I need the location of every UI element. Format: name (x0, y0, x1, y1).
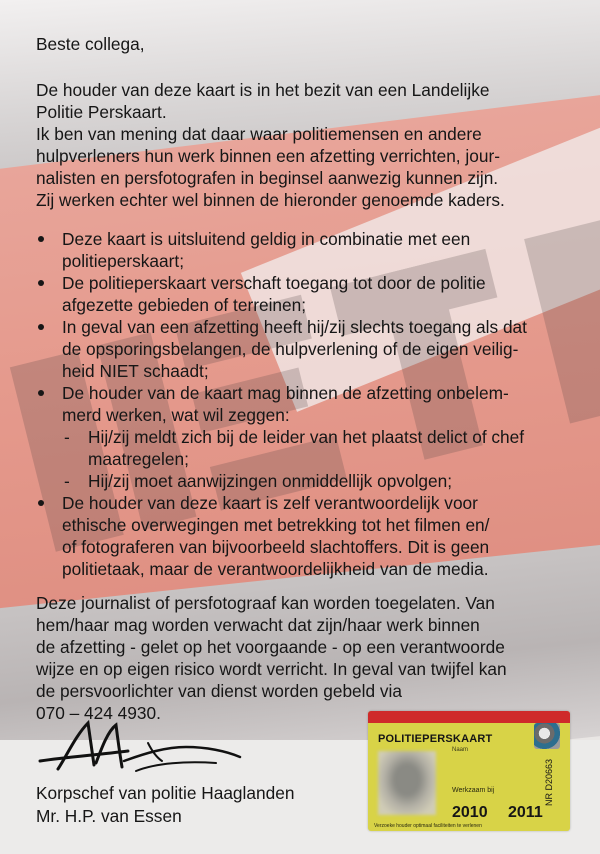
conditions-list (36, 228, 576, 580)
bullet-icon (38, 236, 44, 242)
list-item: De politieperskaart verschaft toegang tot door de politie afgezette gebieden of terreinen; (36, 272, 576, 316)
bullet-icon (38, 390, 44, 396)
badge-icon (534, 723, 560, 749)
list-item: In geval van een afzetting heeft hij/zij slechts toegang als dat de opsporingsbelangen, de hulpverlening of de eigen veilig- heid NIET schaadt; (36, 316, 576, 382)
card-year-from: 2010 (452, 804, 488, 821)
signatory-title: Korpschef van politie Haaglanden (36, 783, 295, 803)
signatory-block (36, 782, 294, 828)
signatory-name: Mr. H.P. van Essen (36, 806, 182, 826)
card-footer-text: Verzoeke houder optimaal faciliteiten te verlenen (374, 823, 482, 829)
bullet-icon (38, 324, 44, 330)
handwritten-signature (36, 717, 246, 779)
card-name-label: Naam (452, 747, 469, 753)
list-item: De houder van de kaart mag binnen de afzetting onbelem- merd werken, wat wil zeggen: - Hij/zij meldt zich bij de leider van het plaatst delict of chef maatregelen; - Hij/zij moet aanwijzingen onmiddellijk opvolgen; (36, 382, 576, 492)
list-item: Deze kaart is uitsluitend geldig in combinatie met een politieperskaart; (36, 228, 576, 272)
card-red-strip (368, 711, 570, 723)
list-item: De houder van deze kaart is zelf verantwoordelijk voor ethische overwegingen met betrekking tot het filmen en/ of fotograferen van bijvoorbeeld slachtoffers. Dit is geen politietaak, maar de verantwoordelijkheid van de media. (36, 492, 576, 580)
card-photo (378, 751, 436, 815)
bullet-icon (38, 280, 44, 286)
press-card-image (368, 711, 570, 831)
closing-paragraph: Deze journalist of persfotograaf kan worden toegelaten. Van hem/haar mag worden verwacht dat zijn/haar werk binnen de afzetting - gelet op het voorgaande - op een verantwoorde wijze en op eigen risico wordt verricht. In geval van twijfel kan de persvoorlichter van dienst worden gebeld via 070 – 424 4930. (36, 593, 507, 723)
intro-paragraph: De houder van deze kaart is in het bezit van een Landelijke Politie Perskaart. Ik ben van mening dat daar waar politiemensen en andere hulpverleners hun werk binnen een afzetting verrichten, jour- nalisten en persfotografen in beginsel aanwezig kunnen zijn. Zij werken echter wel binnen de hieronder genoemde kaders. (36, 80, 505, 210)
sub-list (62, 426, 576, 492)
card-number: NR D20663 (544, 758, 554, 806)
card-employer-label: Werkzaam bij (452, 787, 495, 794)
card-year-to: 2011 (508, 804, 543, 821)
sub-list-item: - Hij/zij moet aanwijzingen onmiddellijk opvolgen; (64, 471, 453, 491)
card-title: POLITIEPERSKAART (378, 733, 493, 745)
bullet-icon (38, 500, 44, 506)
sub-list-item: - Hij/zij meldt zich bij de leider van het plaatst delict of chef maatregelen; (64, 427, 525, 469)
phone-number: 070 – 424 4930. (36, 703, 161, 723)
greeting: Beste collega, (36, 34, 145, 54)
